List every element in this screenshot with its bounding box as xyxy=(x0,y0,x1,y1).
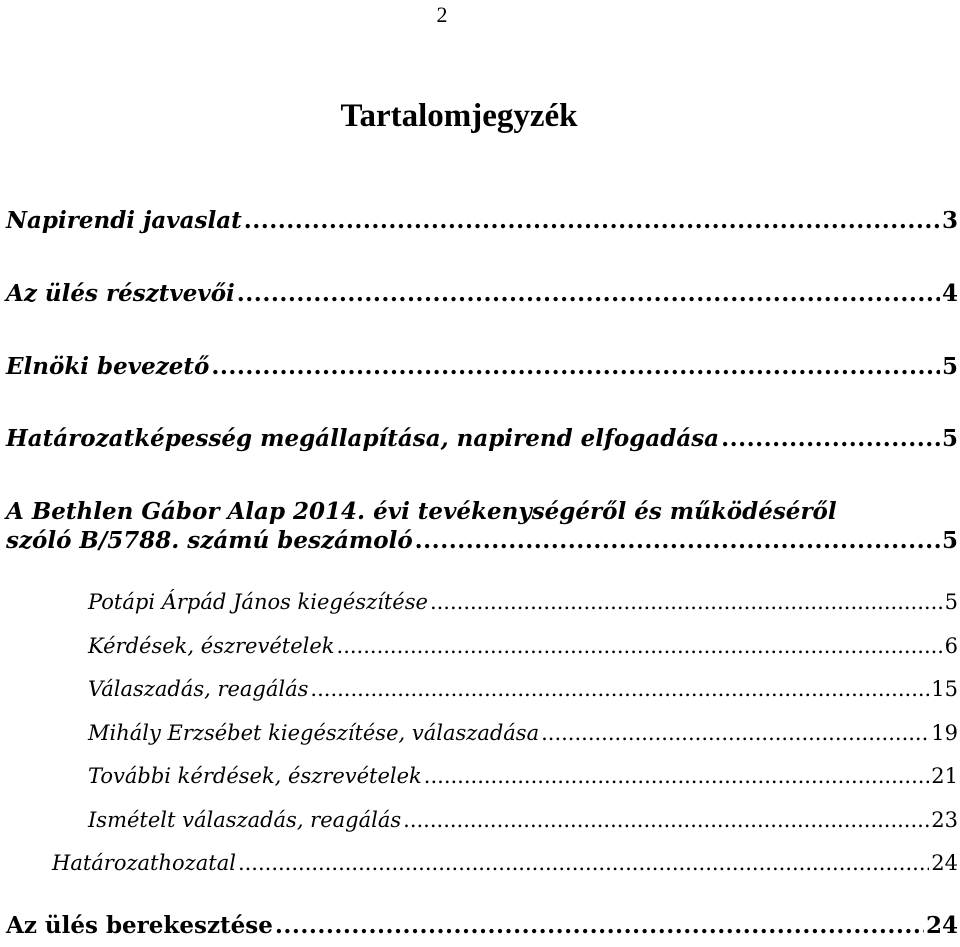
toc-entry-text: Potápi Árpád János kiegészítése xyxy=(88,590,428,614)
toc-entry-text: Napirendi javaslat xyxy=(6,207,242,234)
toc-entry-text: Válaszadás, reagálás xyxy=(88,677,309,701)
toc-entry-page: 19 xyxy=(931,721,958,745)
toc-entry-text: Határozatképesség megállapítása, napirend elfogadása xyxy=(6,425,720,452)
toc-entry-tovabbi-kerdesek[interactable] xyxy=(88,764,958,788)
toc-entry-page: 5 xyxy=(941,527,958,554)
toc-entry-page: 5 xyxy=(941,353,958,380)
toc-leader-dots xyxy=(310,677,929,701)
toc-entry-potapi-kiegeszitese[interactable] xyxy=(88,590,958,614)
toc-entry-napirendi-javaslat[interactable] xyxy=(6,207,958,234)
toc-leader-dots xyxy=(337,634,943,658)
toc-entry-kerdesek-eszrevetelek[interactable] xyxy=(88,634,958,658)
toc-entry-page: 4 xyxy=(941,280,958,307)
page-number: 2 xyxy=(436,2,448,27)
toc-leader-dots xyxy=(211,353,940,380)
toc-entry-text: Határozathozatal xyxy=(52,851,236,875)
toc-entry-mihaly-erzsebet[interactable] xyxy=(88,721,958,745)
toc-entry-elnoki-bevezeto[interactable] xyxy=(6,353,958,380)
toc-entry-text: Az ülés berekesztése xyxy=(6,912,273,939)
toc-entry-page: 21 xyxy=(931,764,958,788)
toc-entry-text-line1: A Bethlen Gábor Alap 2014. évi tevékenységéről és működéséről xyxy=(6,498,837,525)
toc-leader-dots xyxy=(721,425,940,452)
toc-title: Tartalomjegyzék xyxy=(340,98,578,134)
toc-entry-text: Mihály Erzsébet kiegészítése, válaszadása xyxy=(88,721,540,745)
toc-entry-hatarozatkepesseg[interactable] xyxy=(6,425,958,452)
toc-leader-dots xyxy=(275,912,924,939)
toc-leader-dots xyxy=(430,590,943,614)
toc-entry-text: Elnöki bevezető xyxy=(6,353,210,380)
toc-entry-resztvevok[interactable] xyxy=(6,280,958,307)
toc-leader-dots xyxy=(238,851,929,875)
toc-entry-page: 15 xyxy=(931,677,958,701)
toc-entry-page: 23 xyxy=(931,808,958,832)
toc-entry-bethlen-gabor-alap[interactable] xyxy=(6,498,958,554)
toc-entry-text: Az ülés résztvevői xyxy=(6,280,235,307)
toc-entry-text: Kérdések, észrevételek xyxy=(88,634,335,658)
toc-entry-page: 5 xyxy=(944,590,958,614)
toc-entry-page: 24 xyxy=(925,912,958,939)
toc-entry-valaszadas-reagalas[interactable] xyxy=(88,677,958,701)
toc-entry-page: 24 xyxy=(931,851,958,875)
toc-leader-dots xyxy=(415,527,940,554)
toc-entry-ismetelt-valaszadas[interactable] xyxy=(88,808,958,832)
toc-entry-ules-berekesztese[interactable] xyxy=(6,912,958,939)
toc-leader-dots xyxy=(424,764,929,788)
toc-leader-dots xyxy=(244,207,940,234)
toc-entry-text: További kérdések, észrevételek xyxy=(88,764,422,788)
toc-leader-dots xyxy=(541,721,929,745)
toc-leader-dots xyxy=(237,280,940,307)
toc-leader-dots xyxy=(403,808,929,832)
toc-entry-text-line2: szóló B/5788. számú beszámoló xyxy=(6,527,413,554)
toc-entry-page: 5 xyxy=(941,425,958,452)
toc-entry-text: Ismételt válaszadás, reagálás xyxy=(88,808,402,832)
toc-entry-page: 3 xyxy=(941,207,958,234)
toc-entry-hatarozathozatal[interactable] xyxy=(52,851,958,875)
toc-entry-page: 6 xyxy=(944,634,958,658)
